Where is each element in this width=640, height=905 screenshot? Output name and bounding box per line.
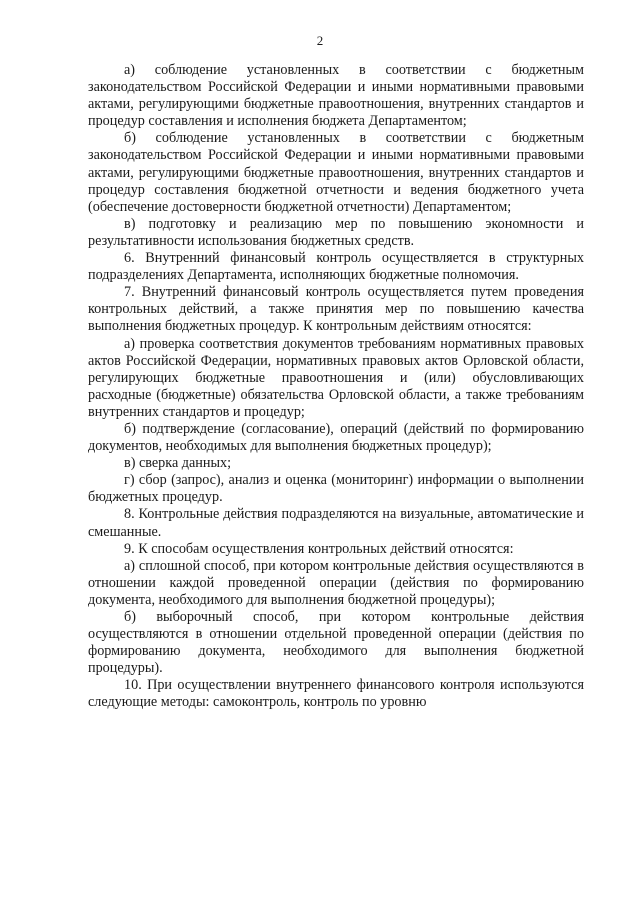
document-body [88, 62, 584, 712]
page-number: 2 [316, 33, 324, 48]
paragraph-7d: г) сбор (запрос), анализ и оценка (мониторинг) информации о выполнении бюджетных процедур. [88, 472, 584, 506]
paragraph-9a: а) сплошной способ, при котором контрольные действия осуществляются в отношении каждой проведенной операции (действия по формированию документа, необходимого для выполнения бюджетной процедуры); [88, 557, 584, 608]
paragraph-9b: б) выборочный способ, при котором контрольные действия осуществляются в отношении отдельной проведенной операции (действия по формированию документа, необходимого для выполнения бюджетной процедуры). [88, 609, 584, 677]
paragraph-5a: а) соблюдение установленных в соответствии с бюджетным законодательством Российской Федерации и иными нормативными правовыми актами, регулирующими бюджетные правоотношения, внутренних стандартов и процедур составления и исполнения бюджета Департаментом; [88, 62, 584, 130]
paragraph-7: 7. Внутренний финансовый контроль осуществляется путем проведения контрольных действий, а также принятия мер по повышению качества выполнения бюджетных процедур. К контрольным действиям относятся: [88, 284, 584, 335]
paragraph-6: 6. Внутренний финансовый контроль осуществляется в структурных подразделениях Департамента, исполняющих бюджетные полномочия. [88, 250, 584, 284]
paragraph-10: 10. При осуществлении внутреннего финансового контроля используются следующие методы: самоконтроль, контроль по уровню [88, 677, 584, 711]
paragraph-7c: в) сверка данных; [124, 455, 232, 472]
paragraph-5b: б) соблюдение установленных в соответствии с бюджетным законодательством Российской Федерации и иными нормативными правовыми актами, регулирующими бюджетные правоотношения, внутренних стандартов и процедур составления бюджетной отчетности и ведения бюджетного учета (обеспечение достоверности бюджетной отчетности) Департаментом; [88, 130, 584, 215]
paragraph-7b: б) подтверждение (согласование), операций (действий по формированию документов, необходимых для выполнения бюджетных процедур); [88, 420, 584, 455]
paragraph-9: 9. К способам осуществления контрольных действий относятся: [124, 540, 514, 557]
paragraph-8: 8. Контрольные действия подразделяются на визуальные, автоматические и смешанные. [88, 506, 584, 540]
paragraph-5c: в) подготовку и реализацию мер по повышению экономности и результативности использования бюджетных средств. [88, 215, 584, 249]
paragraph-7a: а) проверка соответствия документов требованиям нормативных правовых актов Российской Федерации, нормативных правовых актов Орловской области, регулирующих бюджетные правоотношения и (или) обусловливающих расходные (бюджетные) обязательства Орловской области, а также требованиям внутренних стандартов и процедур; [88, 335, 584, 420]
